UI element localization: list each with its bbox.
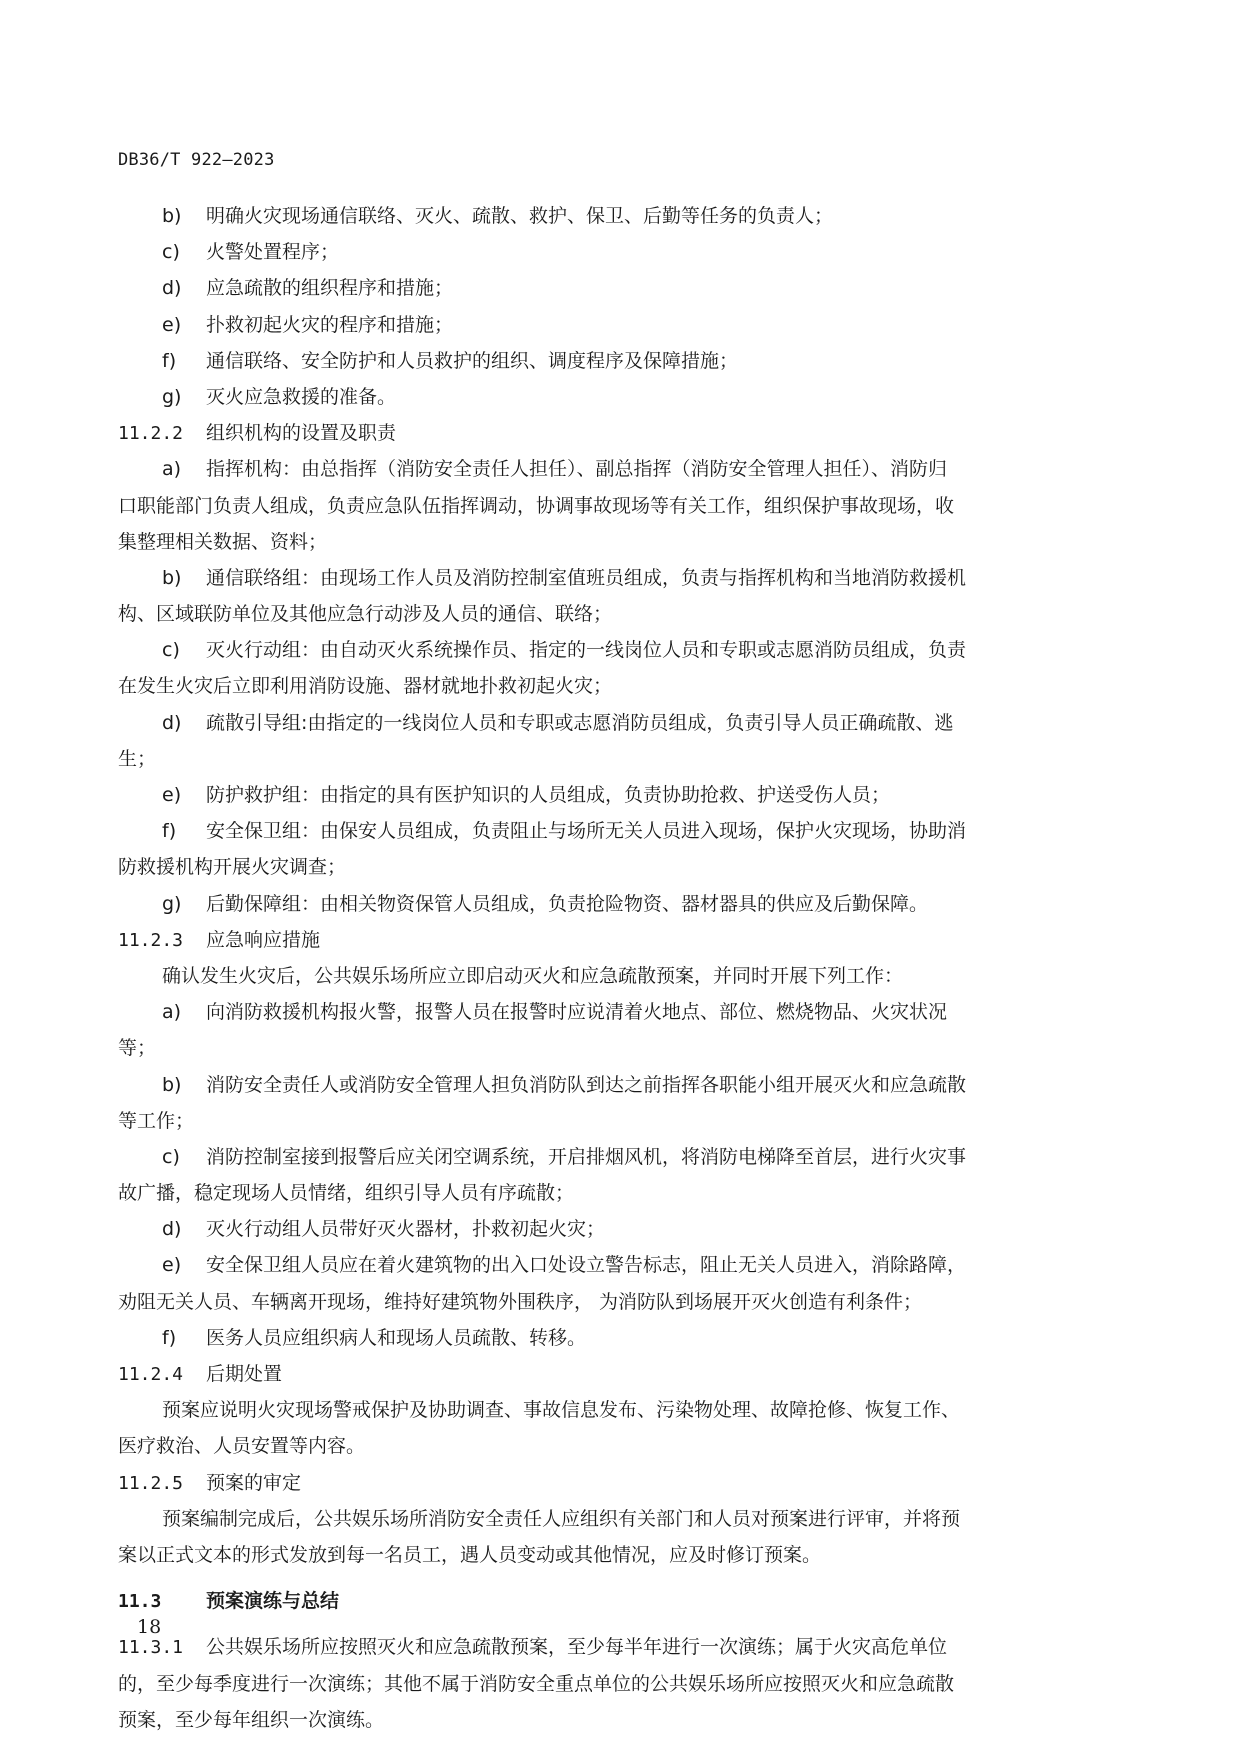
list-item-continuation: 等工作；: [118, 1109, 195, 1132]
clause-continuation: 预案，至少每年组织一次演练。: [118, 1708, 385, 1731]
list-item-text: 安全保卫组人员应在着火建筑物的出入口处设立警告标志，阻止无关人员进入，消除路障，: [206, 1254, 967, 1277]
list-item: [118, 1247, 1098, 1283]
list-marker: e): [162, 784, 182, 806]
list-item: [118, 777, 1098, 813]
section-heading-11-2-3: [118, 922, 1098, 958]
list-item-text: 指挥机构：由总指挥（消防安全责任人担任）、副总指挥（消防安全管理人担任）、消防归: [206, 458, 948, 481]
list-item-continuation: 等；: [118, 1037, 157, 1060]
list-item-continuation: 集整理相关数据、资料；: [118, 530, 328, 553]
list-marker: f): [162, 820, 177, 843]
list-item: [118, 994, 1098, 1030]
clause-text: 公共娱乐场所应按照灭火和应急疏散预案，至少每半年进行一次演练；属于火灾高危单位: [206, 1636, 948, 1659]
list-marker: d): [162, 277, 182, 300]
list-marker: f): [162, 1326, 177, 1349]
section-title: 预案的审定: [206, 1471, 302, 1494]
list-marker: e): [162, 313, 182, 336]
list-marker: f): [162, 349, 177, 372]
paragraph: 预案应说明火灾现场警戒保护及协助调查、事故信息发布、污染物处理、故障抢修、恢复工作、: [162, 1399, 961, 1422]
section-number: 11.3: [118, 1591, 162, 1613]
list-item: [118, 1211, 1098, 1247]
section-title: 应急响应措施: [206, 928, 321, 951]
list-item-text: 疏散引导组:由指定的一线岗位人员和专职或志愿消防员组成，负责引导人员正确疏散、逃: [206, 711, 954, 734]
list-item: [118, 560, 1098, 596]
list-item: [118, 1139, 1098, 1175]
list-item-continuation: 生；: [118, 747, 157, 770]
list-item-text: 明确火灾现场通信联络、灭火、疏散、救护、保卫、后勤等任务的负责人；: [206, 205, 834, 227]
list-item-continuation: 劝阻无关人员、车辆离开现场，维持好建筑物外围秩序， 为消防队到场展开灭火创造有利条件；: [118, 1290, 923, 1313]
list-item-text: 消防安全责任人或消防安全管理人担负消防队到达之前指挥各职能小组开展灭火和应急疏散: [206, 1073, 967, 1096]
list-marker: e): [162, 1254, 182, 1277]
list-item-text: 应急疏散的组织程序和措施；: [206, 277, 454, 300]
section-number: 11.2.2: [118, 423, 184, 445]
list-item-continuation: 防救援机构开展火灾调查；: [118, 856, 347, 879]
list-item: [118, 705, 1098, 741]
list-item-text: 后勤保障组：由相关物资保管人员组成，负责抢险物资、器材器具的供应及后勤保障。: [206, 892, 929, 915]
list-marker: d): [162, 1218, 182, 1241]
document-code: DB36/T 922—2023: [118, 150, 275, 170]
section-number: 11.2.4: [118, 1364, 184, 1385]
list-item: [118, 379, 1098, 415]
section-heading-11-2-2: [118, 415, 1098, 451]
list-item-text: 医务人员应组织病人和现场人员疏散、转移。: [206, 1326, 587, 1349]
list-item: [118, 198, 1098, 234]
list-item-continuation: 在发生火灾后立即利用消防设施、器材就地扑救初起火灾；: [118, 675, 613, 698]
list-item-text: 向消防救援机构报火警，报警人员在报警时应说清着火地点、部位、燃烧物品、火灾状况: [206, 1001, 948, 1024]
section-number: 11.2.5: [118, 1472, 184, 1494]
list-item-continuation: 故广播，稳定现场人员情绪，组织引导人员有序疏散；: [118, 1182, 575, 1205]
clause-continuation: 的，至少每季度进行一次演练；其他不属于消防安全重点单位的公共娱乐场所应按照灭火和应急疏散: [118, 1672, 955, 1695]
section-number: 11.3.1: [118, 1637, 184, 1659]
list-marker: b): [162, 1073, 182, 1096]
list-item: [118, 451, 1098, 487]
section-heading-11-2-5: [118, 1465, 1098, 1501]
list-item: [118, 813, 1098, 849]
list-marker: g): [162, 385, 182, 408]
list-item: [118, 886, 1098, 922]
list-marker: c): [162, 241, 180, 264]
list-item-text: 防护救护组：由指定的具有医护知识的人员组成，负责协助抢救、护送受伤人员；: [206, 784, 891, 806]
list-item-text: 火警处置程序；: [206, 241, 340, 264]
list-item-text: 灭火行动组：由自动灭火系统操作员、指定的一线岗位人员和专职或志愿消防员组成，负责: [206, 639, 967, 662]
section-title: 组织机构的设置及职责: [206, 422, 397, 445]
section-title: 后期处置: [206, 1363, 283, 1385]
list-marker: d): [162, 711, 182, 734]
paragraph: 预案编制完成后，公共娱乐场所消防安全责任人应组织有关部门和人员对预案进行评审，并将预: [162, 1507, 961, 1530]
section-number: 11.2.3: [118, 929, 184, 951]
page-number: 18: [137, 1616, 162, 1638]
list-item-text: 通信联络组：由现场工作人员及消防控制室值班员组成，负责与指挥机构和当地消防救援机: [206, 566, 967, 589]
list-marker: b): [162, 566, 182, 589]
list-item-text: 消防控制室接到报警后应关闭空调系统，开启排烟风机，将消防电梯降至首层，进行火灾事: [206, 1145, 967, 1168]
list-item: [118, 1067, 1098, 1103]
section-heading-11-2-4: [118, 1356, 1098, 1392]
list-item: [118, 632, 1098, 668]
paragraph: 确认发生火灾后，公共娱乐场所应立即启动灭火和应急疏散预案，并同时开展下列工作：: [162, 964, 904, 987]
list-marker: a): [162, 458, 182, 481]
list-item-text: 通信联络、安全防护和人员救护的组织、调度程序及保障措施；: [206, 349, 739, 372]
section-title: 预案演练与总结: [206, 1590, 340, 1613]
clause-11-3-1: [118, 1629, 1098, 1665]
list-item-continuation: 构、区域联防单位及其他应急行动涉及人员的通信、联络；: [118, 603, 613, 626]
list-marker: c): [162, 639, 180, 662]
paragraph-continuation: 医疗救治、人员安置等内容。: [118, 1435, 366, 1458]
list-item-text: 扑救初起火灾的程序和措施；: [206, 313, 454, 336]
list-item-text: 安全保卫组：由保安人员组成，负责阻止与场所无关人员进入现场，保护火灾现场，协助消: [206, 820, 967, 843]
list-marker: c): [162, 1145, 180, 1168]
paragraph-continuation: 案以正式文本的形式发放到每一名员工，遇人员变动或其他情况，应及时修订预案。: [118, 1543, 822, 1566]
list-item: [118, 1320, 1098, 1356]
list-item-text: 灭火应急救援的准备。: [206, 385, 397, 408]
list-item: [118, 307, 1098, 343]
list-marker: g): [162, 892, 182, 915]
list-item: [118, 343, 1098, 379]
document-body: [118, 198, 1098, 1738]
list-item: [118, 270, 1098, 306]
list-marker: b): [162, 205, 182, 227]
list-marker: a): [162, 1001, 182, 1024]
list-item-continuation: 口职能部门负责人组成，负责应急队伍指挥调动，协调事故现场等有关工作，组织保护事故现场，收: [118, 494, 955, 517]
list-item: [118, 234, 1098, 270]
list-item-text: 灭火行动组人员带好灭火器材，扑救初起火灾；: [206, 1218, 606, 1241]
section-heading-11-3: [118, 1583, 1098, 1619]
